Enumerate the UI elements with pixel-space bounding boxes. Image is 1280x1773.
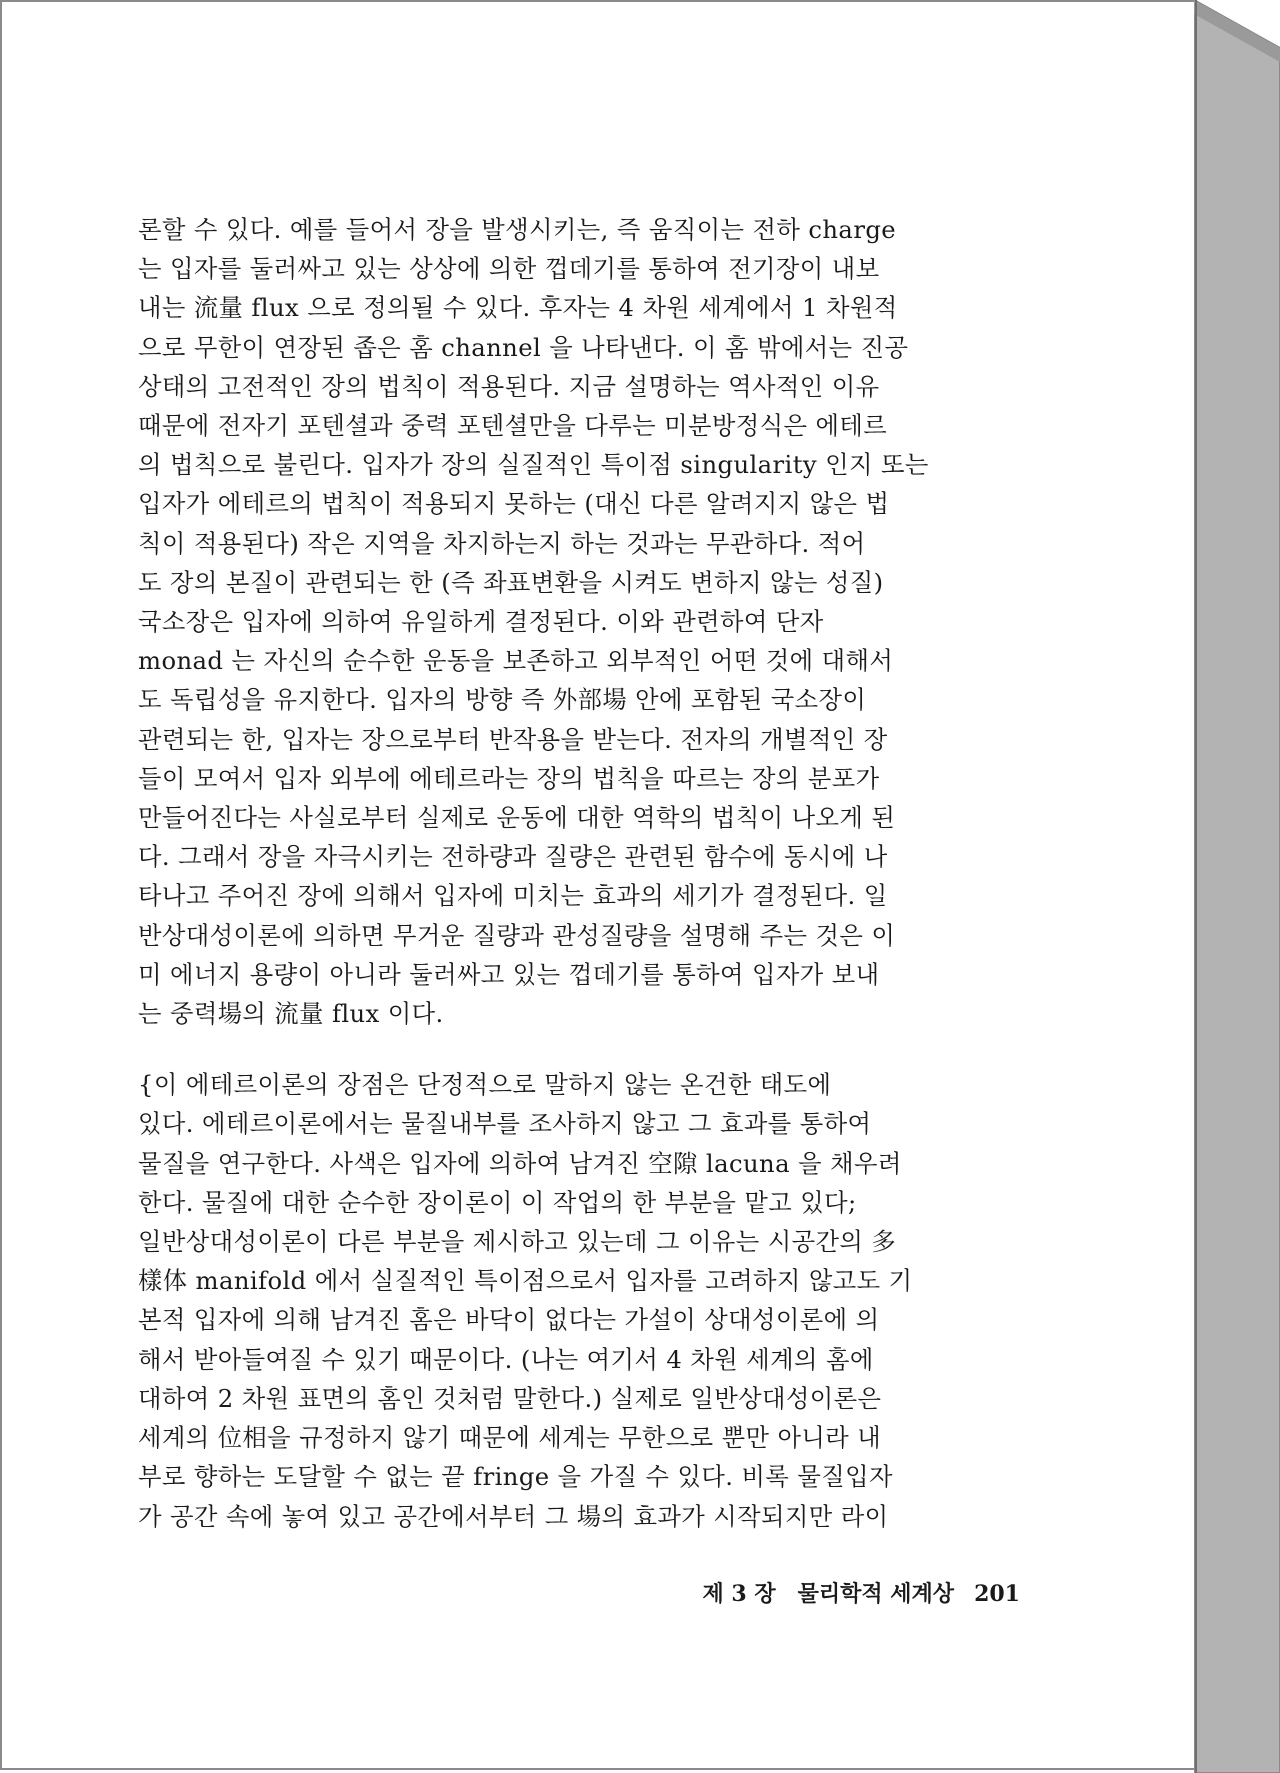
paragraph-1: 론할 수 있다. 예를 들어서 장을 발생시키는, 즉 움직이는 전하 charge 는 입자를 둘러싸고 있는 상상에 의한 껍데기를 통하여 전기장이 내보 내는 流量 flux 으로 정의될 수 있다. 후자는 4 차원 세계에서 1 차원적 으로 무한이 연장된 좁은 홈 channel 을 나타낸다. 이 홈 밖에서는 진공 상태의 고전적인 장의 법칙이 적용된다. 지금 설명하는 역사적인 이유 때문에 전자기 포텐셜과 중력 포텐셜만을 다루는 미분방정식은 에테르 의 법칙으로 불린다. 입자가 장의 실질적인 특이점 singularity 인지 또는 입자가 에테르의 법칙이 적용되지 못하는 (대신 다른 알려지지 않은 법 칙이 적용된다) 작은 지역을 차지하는지 하는 것과는 무관하다. 적어 도 장의 본질이 관련되는 한 (즉 좌표변환을 시켜도 변하지 않는 성질) 국소장은 입자에 의하여 유일하게 결정된다. 이와 관련하여 단자 monad 는 자신의 순수한 운동을 보존하고 외부적인 어떤 것에 대해서 도 독립성을 유지한다. 입자의 방향 즉 外部場 안에 포함된 국소장이 관련되는 한, 입자는 장으로부터 반작용을 받는다. 전자의 개별적인 장 들이 모여서 입자 외부에 에테르라는 장의 법칙을 따르는 장의 분포가 만들어진다는 사실로부터 실제로 운동에 대한 역학의 법칙이 나오게 된 다. 그래서 장을 자극시키는 전하량과 질량은 관련된 함수에 동시에 나 타나고 주어진 장에 의해서 입자에 미치는 효과의 세기가 결정된다. 일 반상대성이론에 의하면 무거운 질량과 관성질량을 설명해 주는 것은 이 미 에너지 용량이 아니라 둘러싸고 있는 껍데기를 통하여 입자가 보내 는 중력場의 流量 flux 이다. bbox=[138, 215, 929, 1029]
chapter-label: 제 3 장 bbox=[702, 1581, 776, 1607]
body-text bbox=[138, 210, 1020, 1536]
page-number: 201 bbox=[974, 1581, 1020, 1607]
paragraph-2: {이 에테르이론의 장점은 단정적으로 말하지 않는 온건한 태도에 있다. 에테르이론에서는 물질내부를 조사하지 않고 그 효과를 통하여 물질을 연구한다. 사색은 입자에 의하여 남겨진 空隙 lacuna 을 채우려 한다. 물질에 대한 순수한 장이론이 이 작업의 한 부분을 맡고 있다; 일반상대성이론이 다른 부분을 제시하고 있는데 그 이유는 시공간의 多 樣体 manifold 에서 실질적인 특이점으로서 입자를 고려하지 않고도 기 본적 입자에 의해 남겨진 홈은 바닥이 없다는 가설이 상대성이론에 의 해서 받아들여질 수 있기 때문이다. (나는 여기서 4 차원 세계의 홈에 대하여 2 차원 표면의 홈인 것처럼 말한다.) 실제로 일반상대성이론은 세계의 位相을 규정하지 않기 때문에 세계는 무한으로 뿐만 아니라 내 부로 향하는 도달할 수 없는 끝 fringe 을 가질 수 있다. 비록 물질입자 가 공간 속에 놓여 있고 공간에서부터 그 場의 효과가 시작되지만 라이 bbox=[138, 1070, 913, 1531]
section-title: 물리학적 세계상 bbox=[797, 1581, 955, 1607]
page-edge-bevel bbox=[1194, 0, 1280, 1773]
running-footer bbox=[640, 1577, 1020, 1608]
